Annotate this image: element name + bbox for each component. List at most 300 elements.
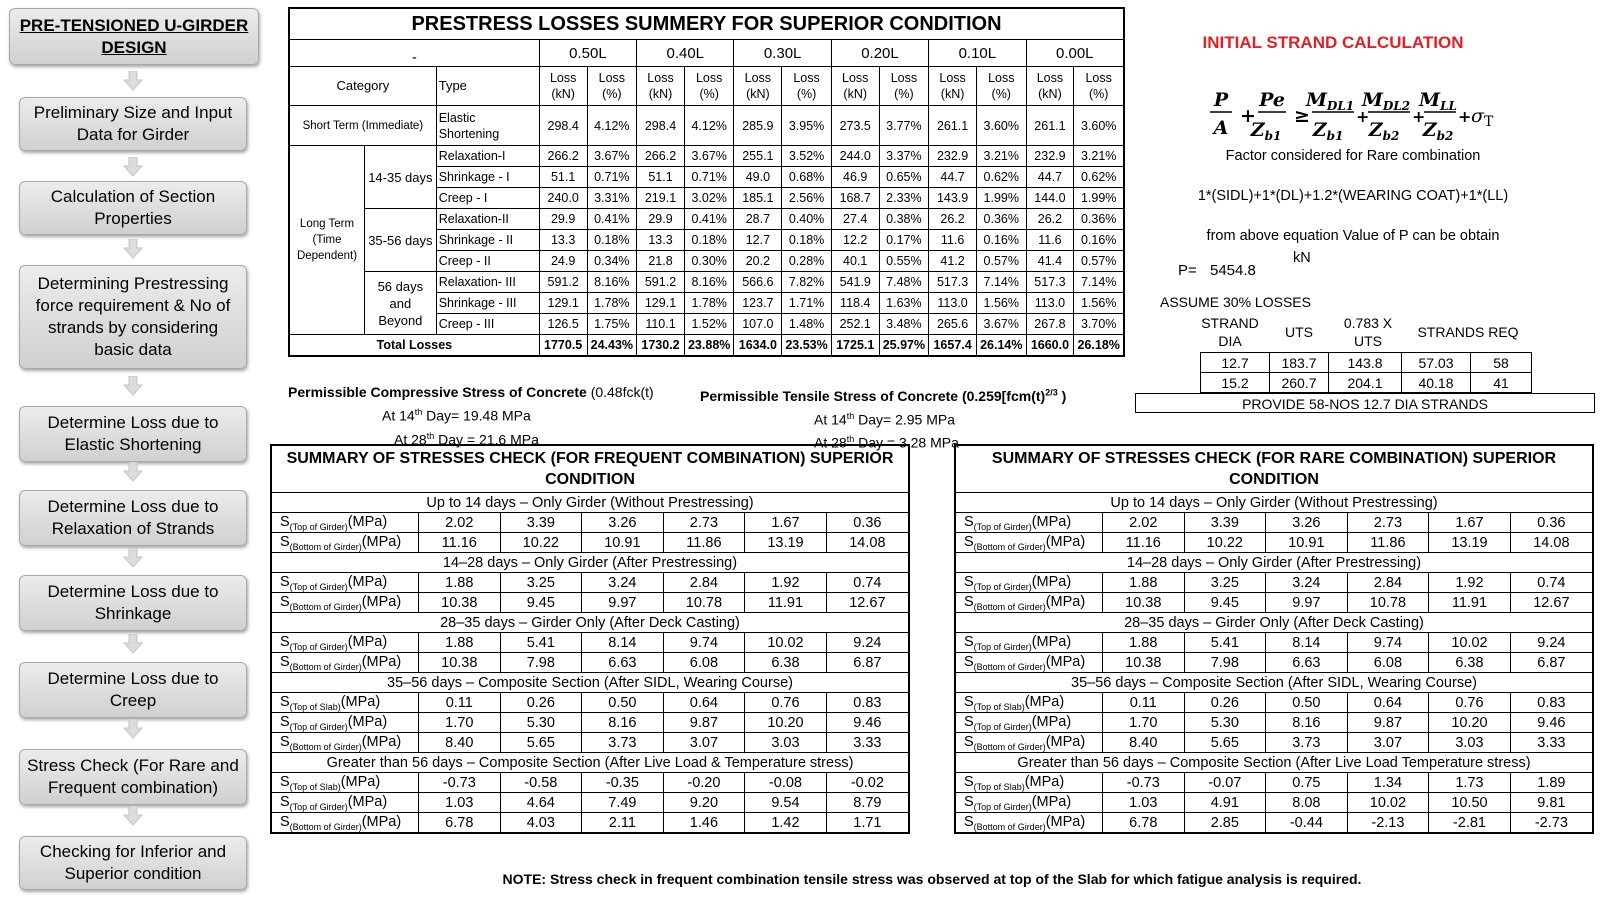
loss-value: 7.14%	[977, 272, 1027, 293]
stress-value: 3.24	[1266, 573, 1348, 593]
from-equation-text: from above equation Value of P can be obtain	[1206, 228, 1500, 244]
section-header: 0.30L	[734, 40, 831, 67]
total-loss-value: 24.43%	[587, 335, 637, 356]
loss-value: 4.12%	[587, 106, 637, 146]
stress-label	[955, 733, 1103, 753]
stress-value: 1.34	[1347, 773, 1429, 793]
provide-strands: PROVIDE 58-NOS 12.7 DIA STRANDS	[1135, 393, 1595, 413]
stress-value: 3.73	[1266, 733, 1348, 753]
stress-symbol: S	[964, 713, 974, 730]
loss-value: 591.2	[637, 272, 685, 293]
stress-value: 10.78	[1347, 593, 1429, 613]
stress-value: 6.38	[1429, 653, 1511, 673]
svg-text:P: P	[1213, 89, 1229, 111]
stress-location: (Top of Girder)	[973, 521, 1032, 532]
stress-row	[271, 513, 909, 533]
stress-value: 1.42	[745, 813, 827, 834]
loss-value: 3.21%	[1074, 146, 1124, 167]
section-header: 0.00L	[1026, 40, 1124, 67]
stage-header: 28–35 days – Girder Only (After Deck Casting)	[271, 613, 909, 633]
stress-label	[271, 813, 419, 834]
stress-location: (Bottom of Girder)	[973, 741, 1046, 752]
stress-value: 0.26	[500, 693, 582, 713]
stage-header: Greater than 56 days – Composite Section (After Live Load & Temperature stress)	[271, 753, 909, 773]
stress-value: 14.08	[1510, 533, 1593, 553]
stress-row	[955, 513, 1593, 533]
stress-value: 0.76	[745, 693, 827, 713]
stress-label	[271, 633, 419, 653]
loss-value: 2.56%	[782, 188, 832, 209]
stress-row	[955, 593, 1593, 613]
total-loss-value: 23.88%	[684, 335, 734, 356]
stress-unit: (MPa)	[1031, 513, 1072, 530]
strand-value: 58	[1471, 353, 1532, 373]
loss-corner-dash: -	[289, 40, 539, 67]
stress-row	[271, 793, 909, 813]
down-arrow-icon	[123, 462, 143, 482]
down-arrow-icon	[123, 376, 143, 396]
loss-value: 0.41%	[587, 209, 637, 230]
svg-text:MDL2: $M_{DL2}$	[1361, 89, 1411, 113]
stress-value: 0.50	[582, 693, 664, 713]
long-term-label: Long Term (Time Dependent)	[289, 146, 365, 335]
loss-value: 51.1	[539, 167, 587, 188]
stress-unit: (MPa)	[340, 773, 381, 790]
stress-value: 10.91	[582, 533, 664, 553]
stress-value: 8.79	[826, 793, 909, 813]
loss-kn-header: Loss (kN)	[1026, 67, 1074, 106]
loss-value: 219.1	[637, 188, 685, 209]
stage-header: 14–28 days – Only Girder (After Prestressing)	[955, 553, 1593, 573]
flowchart-step-label: Checking for Inferior and Superior condition	[39, 842, 227, 883]
stress-equation	[1208, 86, 1538, 150]
stress-label	[271, 713, 419, 733]
strand-value: 143.8	[1329, 353, 1402, 373]
type-header: Type	[436, 67, 539, 106]
stress-value: 9.54	[745, 793, 827, 813]
stress-value: 0.50	[1266, 693, 1348, 713]
loss-value: 1.56%	[1074, 293, 1124, 314]
loss-value: 0.71%	[587, 167, 637, 188]
stress-value: 1.03	[419, 793, 501, 813]
loss-value: 266.2	[539, 146, 587, 167]
stress-symbol: S	[964, 793, 974, 810]
stress-value: 10.02	[1347, 793, 1429, 813]
uts-header: UTS	[1285, 324, 1313, 340]
loss-value: 1.99%	[977, 188, 1027, 209]
down-arrow-icon	[123, 548, 143, 568]
loss-value: 1.99%	[1074, 188, 1124, 209]
down-arrow-icon	[123, 239, 143, 259]
stress-location: (Bottom of Girder)	[973, 601, 1046, 612]
stress-value: 4.91	[1184, 793, 1266, 813]
stress-value: 9.87	[1347, 713, 1429, 733]
stress-value: 9.24	[1510, 633, 1593, 653]
flowchart-title: PRE-TENSIONED U-GIRDER DESIGN	[9, 8, 259, 65]
stress-symbol: S	[280, 733, 290, 750]
stress-value: 3.03	[1429, 733, 1511, 753]
stress-symbol: S	[280, 713, 290, 730]
flowchart-step-label: Determine Loss due to Creep	[47, 669, 219, 710]
loss-value: 3.60%	[977, 106, 1027, 146]
stress-value: 6.63	[1266, 653, 1348, 673]
stress-value: 3.25	[1184, 573, 1266, 593]
loss-value: 0.30%	[684, 251, 734, 272]
stress-value: 1.73	[1429, 773, 1511, 793]
loss-value: 8.16%	[684, 272, 734, 293]
stress-unit: (MPa)	[1045, 813, 1086, 830]
stress-value: 10.38	[1103, 593, 1185, 613]
stress-symbol: S	[964, 653, 974, 670]
stress-unit: (MPa)	[1031, 713, 1072, 730]
loss-pct-header: Loss (%)	[587, 67, 637, 106]
svg-text:A: A	[1213, 117, 1229, 139]
svg-text:MDL1: $M_{DL1}$	[1305, 89, 1355, 113]
loss-value: 185.1	[734, 188, 782, 209]
loss-value: 118.4	[831, 293, 879, 314]
loss-type: Elastic Shortening	[436, 106, 539, 146]
stress-value: 0.11	[419, 693, 501, 713]
stress-value: 0.83	[826, 693, 909, 713]
strand-table	[1200, 352, 1532, 393]
loss-value: 113.0	[929, 293, 977, 314]
loss-value: 3.67%	[977, 314, 1027, 335]
loss-value: 566.6	[734, 272, 782, 293]
loss-value: 8.16%	[587, 272, 637, 293]
stress-location: (Top of Girder)	[289, 801, 348, 812]
svg-text:Zb1: $Z_{b1}$	[1312, 119, 1344, 143]
stress-label	[955, 793, 1103, 813]
loss-row	[289, 209, 1124, 230]
stress-value: -2.81	[1429, 813, 1511, 834]
stress-value: 9.87	[663, 713, 745, 733]
loss-value: 29.9	[637, 209, 685, 230]
factor-text: Factor considered for Rare combination	[1225, 148, 1481, 164]
loss-value: 266.2	[637, 146, 685, 167]
svg-text:+: +	[1412, 107, 1426, 126]
stress-unit: (MPa)	[1045, 593, 1086, 610]
stress-unit: (MPa)	[361, 653, 402, 670]
loss-value: 1.78%	[587, 293, 637, 314]
loss-kn-header: Loss (kN)	[539, 67, 587, 106]
stress-row	[271, 773, 909, 793]
stress-row	[271, 733, 909, 753]
stress-unit: (MPa)	[347, 633, 388, 650]
loss-value: 3.52%	[782, 146, 832, 167]
strand-dia-header: STRAND DIA	[1201, 315, 1259, 349]
stress-label	[955, 773, 1103, 793]
stress-row	[955, 713, 1593, 733]
loss-value: 240.0	[539, 188, 587, 209]
stress-unit: (MPa)	[340, 693, 381, 710]
loss-row	[289, 106, 1124, 146]
loss-value: 7.48%	[879, 272, 929, 293]
loss-value: 0.18%	[587, 230, 637, 251]
section-header: 0.20L	[831, 40, 928, 67]
loss-value: 49.0	[734, 167, 782, 188]
stress-value: -0.73	[1103, 773, 1185, 793]
stress-location: (Top of Girder)	[289, 581, 348, 592]
stress-symbol: S	[280, 813, 290, 830]
period-label: 14-35 days	[365, 146, 437, 209]
stress-value: 1.88	[1103, 573, 1185, 593]
stress-row	[955, 533, 1593, 553]
stress-value: 5.30	[500, 713, 582, 733]
stress-value: 9.97	[582, 593, 664, 613]
loss-value: 143.9	[929, 188, 977, 209]
stress-label	[955, 573, 1103, 593]
loss-value: 20.2	[734, 251, 782, 272]
loss-value: 261.1	[1026, 106, 1074, 146]
flowchart-step-label: Determine Loss due to Elastic Shortening	[47, 413, 219, 454]
stress-label	[271, 593, 419, 613]
svg-text:Zb2: $Z_{b2}$	[1368, 119, 1400, 143]
stress-value: 1.88	[1103, 633, 1185, 653]
flowchart-step	[19, 406, 247, 462]
stress-location: (Bottom of Girder)	[289, 741, 362, 752]
stress-location: (Bottom of Girder)	[289, 821, 362, 832]
flowchart-step-label: Stress Check (For Rare and Frequent combination)	[27, 756, 239, 797]
loss-value: 129.1	[637, 293, 685, 314]
stress-symbol: S	[964, 513, 974, 530]
stress-value: 6.87	[826, 653, 909, 673]
loss-value: 232.9	[929, 146, 977, 167]
stress-label	[271, 733, 419, 753]
combination-text: 1*(SIDL)+1*(DL)+1.2*(WEARING COAT)+1*(LL)	[1197, 188, 1509, 204]
total-loss-value: 23.53%	[782, 335, 832, 356]
flowchart-step	[19, 662, 247, 718]
stress-value: 3.25	[500, 573, 582, 593]
stress-value: 6.78	[419, 813, 501, 834]
loss-kn-header: Loss (kN)	[637, 67, 685, 106]
flowchart-step	[19, 749, 247, 805]
stress-row	[271, 653, 909, 673]
flowchart-step	[19, 836, 247, 890]
loss-value: 144.0	[1026, 188, 1074, 209]
stress-value: 1.71	[826, 813, 909, 834]
loss-value: 0.18%	[684, 230, 734, 251]
stress-value: 2.02	[419, 513, 501, 533]
stress-label	[271, 793, 419, 813]
loss-value: 26.2	[929, 209, 977, 230]
loss-value: 0.16%	[1074, 230, 1124, 251]
loss-value: 0.16%	[977, 230, 1027, 251]
stress-value: 10.78	[663, 593, 745, 613]
loss-value: 27.4	[831, 209, 879, 230]
stress-value: 6.08	[663, 653, 745, 673]
stress-value: 11.86	[663, 533, 745, 553]
stress-location: (Top of Slab)	[289, 701, 341, 712]
stress-unit: (MPa)	[1031, 633, 1072, 650]
stress-value: 5.41	[500, 633, 582, 653]
loss-value: 113.0	[1026, 293, 1074, 314]
loss-value: 0.40%	[782, 209, 832, 230]
stress-location: (Top of Girder)	[289, 721, 348, 732]
stress-value: 5.65	[500, 733, 582, 753]
stress-value: 4.03	[500, 813, 582, 834]
loss-value: 0.34%	[587, 251, 637, 272]
loss-value: 46.9	[831, 167, 879, 188]
stress-value: 6.38	[745, 653, 827, 673]
stress-unit: (MPa)	[1024, 773, 1065, 790]
stress-value: 0.83	[1510, 693, 1593, 713]
section-header: 0.40L	[637, 40, 734, 67]
stress-value: 1.67	[1429, 513, 1511, 533]
loss-value: 41.2	[929, 251, 977, 272]
strand-value: 57.03	[1402, 353, 1471, 373]
stress-value: 10.22	[1184, 533, 1266, 553]
loss-value: 3.31%	[587, 188, 637, 209]
stress-value: 0.74	[1510, 573, 1593, 593]
loss-value: 4.12%	[684, 106, 734, 146]
stress-value: 6.78	[1103, 813, 1185, 834]
down-arrow-icon	[123, 806, 143, 826]
loss-row	[289, 272, 1124, 293]
stress-value: 0.11	[1103, 693, 1185, 713]
flowchart-step	[19, 265, 247, 369]
stress-location: (Top of Girder)	[973, 641, 1032, 652]
stress-label	[955, 693, 1103, 713]
stress-value: 9.20	[663, 793, 745, 813]
stress-value: 11.91	[745, 593, 827, 613]
loss-value: 3.21%	[977, 146, 1027, 167]
down-arrow-icon	[123, 71, 143, 91]
stress-row	[271, 633, 909, 653]
total-loss-value: 26.18%	[1074, 335, 1124, 356]
p-value: 5454.8	[1210, 262, 1256, 279]
stress-value: 14.08	[826, 533, 909, 553]
loss-value: 0.62%	[977, 167, 1027, 188]
strand-row	[1201, 373, 1532, 393]
loss-value: 13.3	[539, 230, 587, 251]
stress-value: 1.88	[419, 633, 501, 653]
stress-symbol: S	[964, 733, 974, 750]
loss-value: 298.4	[539, 106, 587, 146]
loss-value: 3.95%	[782, 106, 832, 146]
stress-value: 5.41	[1184, 633, 1266, 653]
stress-value: 11.91	[1429, 593, 1511, 613]
stress-value: 1.89	[1510, 773, 1593, 793]
loss-value: 11.6	[929, 230, 977, 251]
stress-row	[955, 793, 1593, 813]
stress-unit: (MPa)	[1031, 793, 1072, 810]
stress-value: 4.64	[500, 793, 582, 813]
stress-location: (Top of Slab)	[973, 781, 1025, 792]
strand-value: 204.1	[1329, 373, 1402, 393]
loss-pct-header: Loss (%)	[977, 67, 1027, 106]
loss-value: 11.6	[1026, 230, 1074, 251]
stress-value: 8.14	[582, 633, 664, 653]
p-label: P=	[1178, 262, 1197, 279]
permissible-tensile: Permissible Tensile Stress of Concrete ($0.259[fcm(t)^{2/3}$ ) At 14th Day= 2.95 MPa At 28th Day = 3.28 MPa	[700, 387, 1067, 451]
loss-value: 252.1	[831, 314, 879, 335]
strand-value: 40.18	[1402, 373, 1471, 393]
loss-value: 1.75%	[587, 314, 637, 335]
loss-value: 591.2	[539, 272, 587, 293]
loss-type: Creep - II	[436, 251, 539, 272]
loss-value: 265.6	[929, 314, 977, 335]
stress-value: 10.02	[1429, 633, 1511, 653]
stress-label	[271, 773, 419, 793]
stress-value: 11.86	[1347, 533, 1429, 553]
loss-value: 0.18%	[782, 230, 832, 251]
stress-value: 3.07	[663, 733, 745, 753]
stress-value: 9.45	[1184, 593, 1266, 613]
flowchart-step	[19, 490, 247, 546]
stress-value: 13.19	[1429, 533, 1511, 553]
section-header: 0.10L	[929, 40, 1026, 67]
stress-value: 8.16	[1266, 713, 1348, 733]
stress-location: (Top of Girder)	[973, 581, 1032, 592]
strand-value: 260.7	[1270, 373, 1329, 393]
stage-header: Greater than 56 days – Composite Section (After Live Load Temperature stress)	[955, 753, 1593, 773]
stress-row	[955, 633, 1593, 653]
stress-value: 3.07	[1347, 733, 1429, 753]
loss-value: 244.0	[831, 146, 879, 167]
stress-value: 0.36	[826, 513, 909, 533]
stress-value: 1.70	[1103, 713, 1185, 733]
svg-text:≥: ≥	[1294, 105, 1310, 127]
stress-symbol: S	[964, 693, 974, 710]
stress-location: (Top of Girder)	[289, 641, 348, 652]
stress-value: -0.35	[582, 773, 664, 793]
stress-value: -2.13	[1347, 813, 1429, 834]
stress-value: 12.67	[1510, 593, 1593, 613]
loss-value: 168.7	[831, 188, 879, 209]
svg-text:MLL: $M_{LL}$	[1419, 89, 1457, 113]
stress-row	[271, 533, 909, 553]
loss-value: 0.17%	[879, 230, 929, 251]
total-loss-value: 1660.0	[1026, 335, 1074, 356]
loss-value: 1.48%	[782, 314, 832, 335]
loss-value: 1.52%	[684, 314, 734, 335]
stress-value: 3.26	[582, 513, 664, 533]
loss-value: 126.5	[539, 314, 587, 335]
stress-value: 1.46	[663, 813, 745, 834]
stress-value: 9.45	[500, 593, 582, 613]
loss-value: 0.68%	[782, 167, 832, 188]
stress-label	[955, 813, 1103, 834]
stress-value: 1.70	[419, 713, 501, 733]
stress-symbol: S	[964, 573, 974, 590]
stress-value: 6.87	[1510, 653, 1593, 673]
svg-text:Pe: Pe	[1259, 89, 1285, 111]
loss-value: 44.7	[1026, 167, 1074, 188]
stress-location: (Top of Girder)	[973, 721, 1032, 732]
stress-value: 5.65	[1184, 733, 1266, 753]
loss-type: Relaxation-II	[436, 209, 539, 230]
stress-value: 1.92	[1429, 573, 1511, 593]
stress-symbol: S	[280, 533, 290, 550]
loss-value: 298.4	[637, 106, 685, 146]
loss-value: 41.4	[1026, 251, 1074, 272]
loss-value: 0.41%	[684, 209, 734, 230]
stress-row	[271, 813, 909, 834]
stage-header: 14–28 days – Only Girder (After Prestressing)	[271, 553, 909, 573]
loss-value: 273.5	[831, 106, 879, 146]
loss-value: 0.71%	[684, 167, 734, 188]
stress-value: 3.26	[1266, 513, 1348, 533]
stress-unit: (MPa)	[361, 733, 402, 750]
stress-value: 0.74	[826, 573, 909, 593]
initial-strand-title: INITIAL STRAND CALCULATION	[1202, 33, 1464, 52]
uts-factor-header: 0.783 X UTS	[1343, 315, 1393, 349]
stress-value: 9.74	[1347, 633, 1429, 653]
loss-value: 21.8	[637, 251, 685, 272]
loss-value: 0.36%	[977, 209, 1027, 230]
stress-symbol: S	[964, 773, 974, 790]
loss-value: 3.02%	[684, 188, 734, 209]
